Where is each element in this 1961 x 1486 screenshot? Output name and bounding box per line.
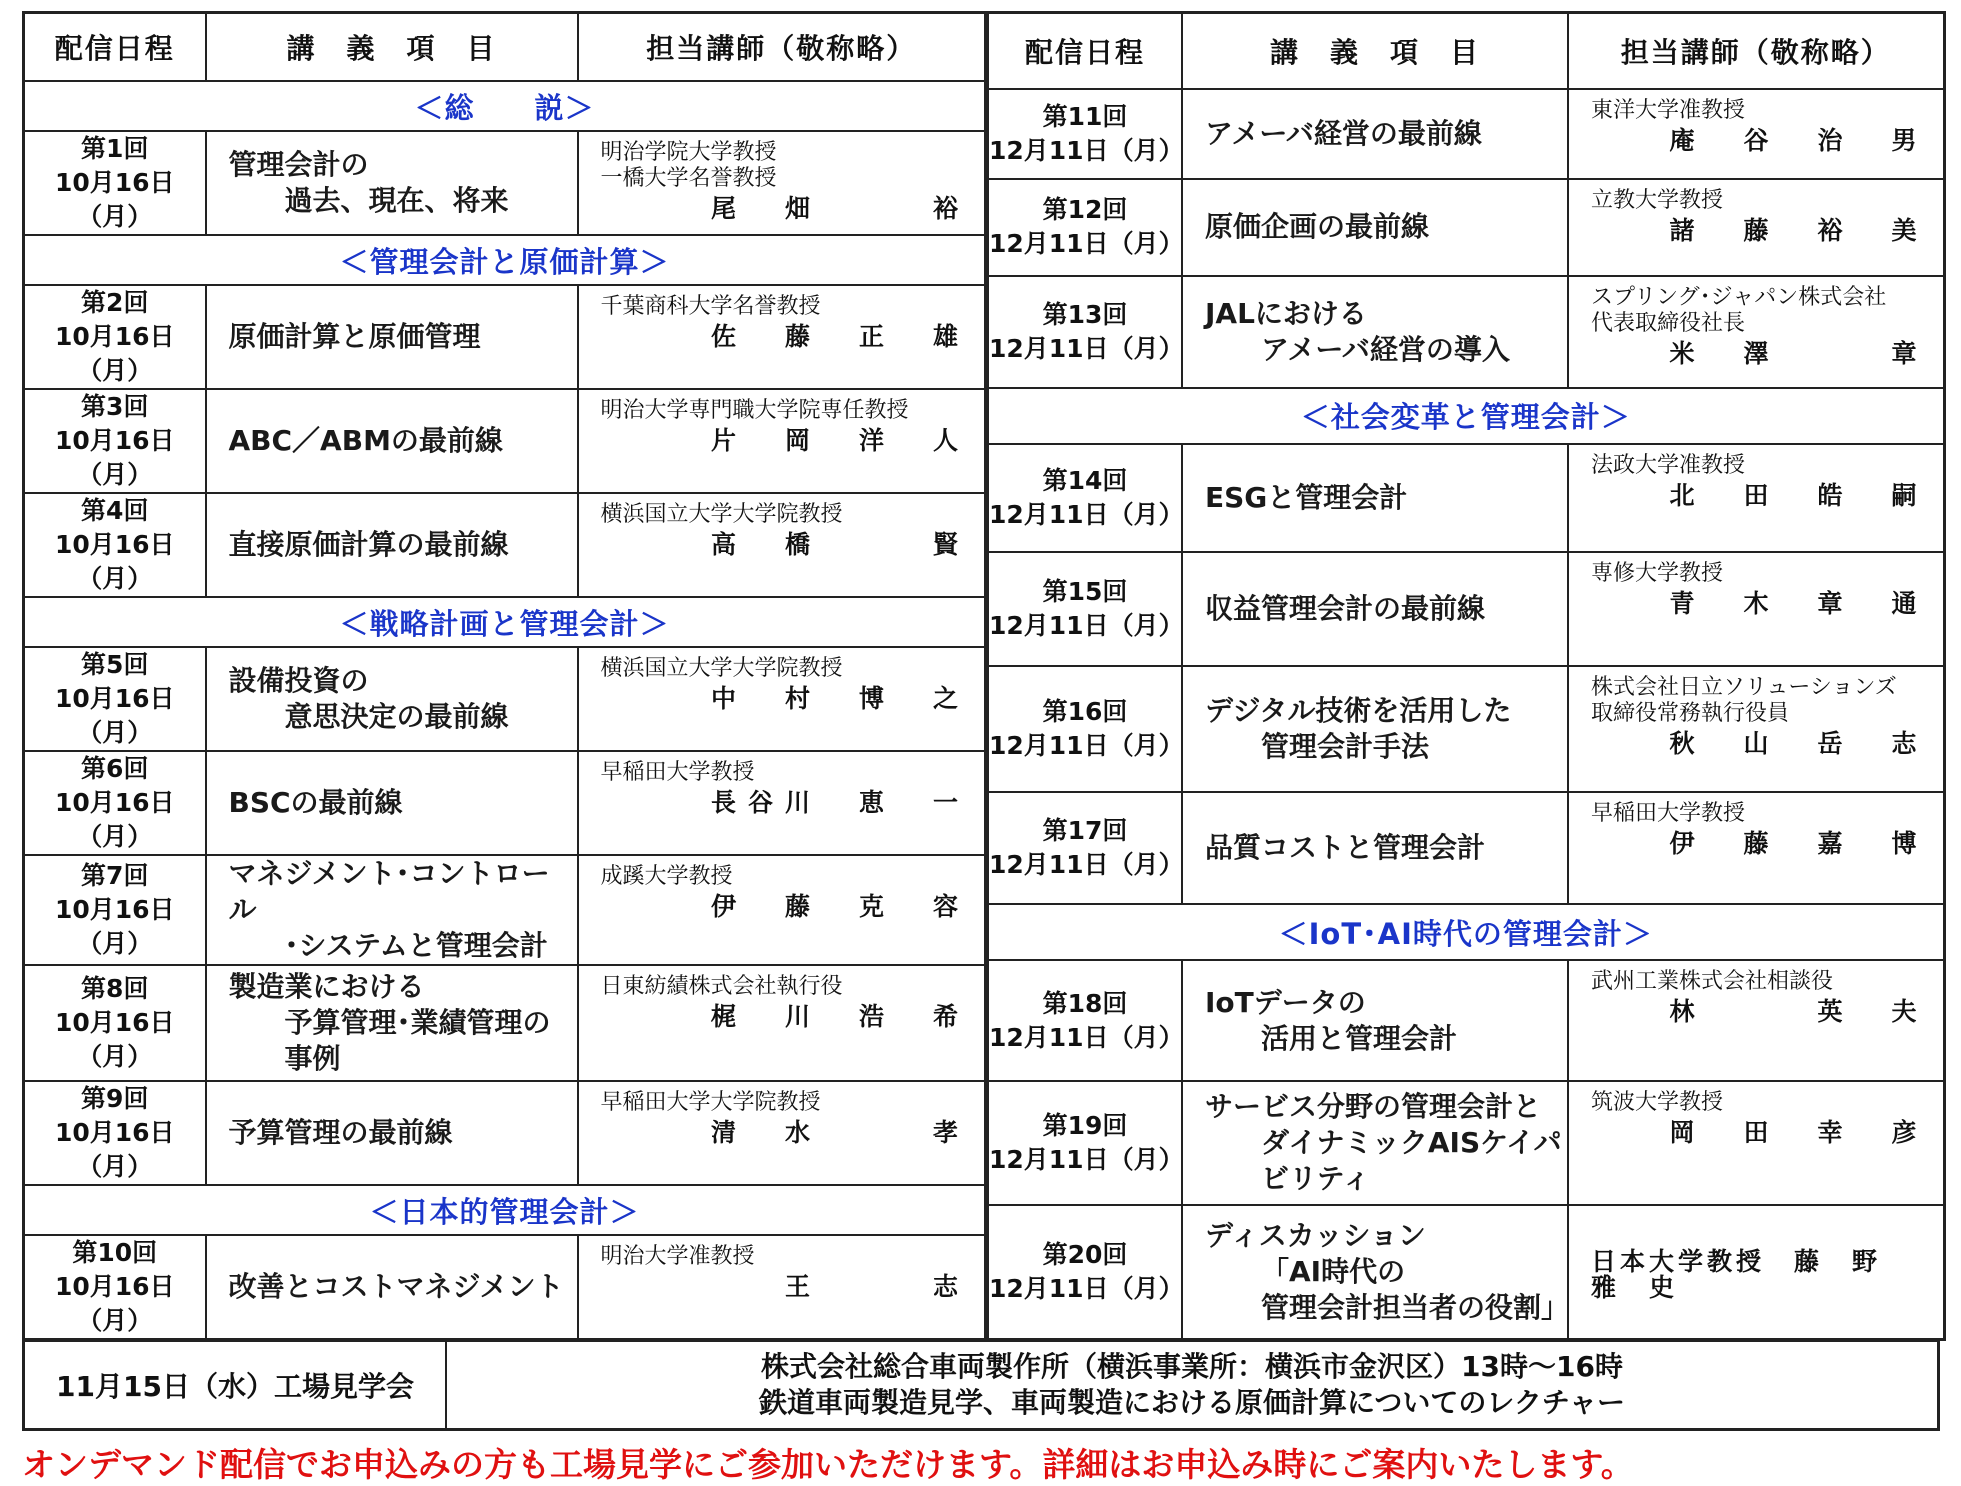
schedule-table-left [22, 11, 987, 1341]
session-lecturer-cell [578, 285, 986, 389]
session-lecturer-cell [578, 493, 986, 597]
lecturer-affiliation: 法政大学准教授 [1591, 452, 1746, 478]
lecturer-name: 庵 谷 治 男 [1669, 126, 1929, 156]
session-lecturer-cell [578, 965, 986, 1081]
session-date: 10月16日（月） [54, 1008, 175, 1071]
topic-line-1: 改善とコストマネジメント [228, 1270, 564, 1303]
lecturer-affiliation: 横浜国立大学大学院教授 [600, 502, 843, 527]
session-number: 第17回 [1042, 815, 1128, 845]
session-number: 第7回 [81, 861, 149, 890]
factory-visit-line-2: 鉄道車両製造見学、車両製造における原価計算についてのレクチャー [758, 1386, 1626, 1419]
lecturer-name: 北 田 皓 嗣 [1669, 480, 1929, 510]
factory-visit-label: 11月15日（水）工場見学会 [24, 1341, 447, 1430]
lecturer-affiliation: 日東紡績株式会社執行役 [600, 974, 843, 999]
session-number: 第14回 [1042, 465, 1128, 495]
topic-line-1: 品質コストと管理会計 [1205, 830, 1486, 864]
section-row [988, 904, 1944, 960]
topic-line-1: 収益管理会計の最前線 [1205, 591, 1486, 625]
lecturer-name: 諸 藤 裕 美 [1669, 216, 1929, 246]
lecturer-name: 伊 藤 嘉 博 [1669, 828, 1929, 858]
lecturer-name: 長谷川 恵 一 [710, 788, 970, 817]
session-number: 第2回 [81, 288, 149, 317]
session-date-cell [24, 285, 206, 389]
lecturer-name: 米 澤 章 [1669, 338, 1929, 368]
session-topic-cell [1182, 89, 1568, 179]
lecturer-affiliation: 早稲田大学教授 [600, 760, 755, 785]
on-demand-notice: オンデマンド配信でお申込みの方も工場見学にご参加いただけます。詳細はお申込み時にご案内いたします。 [22, 1445, 1634, 1484]
topic-line-1: デジタル技術を活用した [1205, 693, 1512, 727]
session-row [988, 792, 1944, 904]
lecturer-affiliation: 早稲田大学大学院教授 [600, 1090, 821, 1115]
lecturer-affiliation: 横浜国立大学大学院教授 [600, 656, 843, 681]
session-number: 第4回 [81, 496, 149, 525]
lecturer-affiliation: 株式会社日立ソリューションズ 取締役常務執行役員 [1591, 675, 1897, 727]
schedule-table-right [987, 11, 1946, 1341]
session-topic-cell [206, 855, 578, 965]
session-row [24, 1235, 986, 1340]
session-date-cell [24, 389, 206, 493]
session-date: 12月11日（月） [989, 499, 1184, 529]
header-lecturer: 担当講師（敬称略） [578, 13, 986, 82]
lecturer-affiliation: 明治大学准教授 [600, 1244, 755, 1269]
lecturer-affiliation: 早稲田大学教授 [1591, 800, 1746, 826]
session-date: 12月11日（月） [989, 1273, 1184, 1303]
session-topic-cell [1182, 444, 1568, 552]
session-lecturer-cell [1568, 666, 1944, 792]
topic-line-1: ABC／ABMの最前線 [228, 424, 503, 457]
session-row [988, 1205, 1944, 1340]
session-row [24, 647, 986, 751]
session-number: 第16回 [1042, 696, 1128, 726]
session-date: 10月16日（月） [54, 426, 175, 489]
topic-line-2: 管理会計手法 [1261, 729, 1430, 763]
session-lecturer-cell [1568, 960, 1944, 1081]
section-row [24, 81, 986, 131]
session-date: 10月16日（月） [54, 788, 175, 851]
session-date: 10月16日（月） [54, 168, 175, 231]
session-row [988, 276, 1944, 388]
topic-line-1: 原価企画の最前線 [1205, 210, 1430, 244]
session-date: 10月16日（月） [54, 1272, 175, 1335]
session-number: 第19回 [1042, 1111, 1128, 1141]
session-lecturer-cell [1568, 1081, 1944, 1204]
session-number: 第12回 [1042, 195, 1128, 225]
session-date-cell [24, 965, 206, 1081]
lecturer-name: 岡 田 幸 彦 [1669, 1118, 1929, 1148]
topic-line-2: 過去、現在、将来 [284, 184, 509, 217]
lecturer-affiliation: 東洋大学准教授 [1591, 98, 1746, 124]
lecturer-name: 林 英 夫 [1669, 997, 1929, 1027]
lecturer-name: 梶 川 浩 希 [710, 1002, 970, 1031]
lecturer-name: 中 村 博 之 [710, 684, 970, 713]
session-number: 第8回 [81, 974, 149, 1003]
topic-line-1: 予算管理の最前線 [228, 1116, 453, 1149]
session-number: 第15回 [1042, 576, 1128, 606]
session-date-cell [988, 666, 1182, 792]
topic-line-1: IoTデータの [1205, 985, 1366, 1019]
topic-line-1: サービス分野の管理会計と [1205, 1090, 1542, 1124]
session-topic-cell [1182, 960, 1568, 1081]
session-lecturer-cell [578, 389, 986, 493]
session-number: 第10回 [72, 1238, 158, 1267]
topic-line-2: 「AI時代の [1261, 1254, 1406, 1288]
session-lecturer-cell [1568, 89, 1944, 179]
schedule-page [22, 11, 1940, 1486]
lecturer-name: 片 岡 洋 人 [710, 426, 970, 455]
session-lecturer-cell [578, 131, 986, 235]
session-date-cell [988, 960, 1182, 1081]
topic-line-2: ダイナミックAISケイパビリティ [1261, 1126, 1562, 1196]
topic-line-1: 直接原価計算の最前線 [228, 528, 509, 561]
session-lecturer-cell [1568, 276, 1944, 388]
session-row [24, 493, 986, 597]
session-date-cell [24, 493, 206, 597]
topic-line-1: ESGと管理会計 [1205, 480, 1408, 514]
session-date-cell [988, 1081, 1182, 1204]
lecturer-name: 尾 畑 裕 [710, 194, 970, 223]
session-date-cell [988, 179, 1182, 276]
factory-visit-table [22, 1339, 1940, 1431]
schedule-tables [22, 11, 1940, 1341]
session-row [24, 131, 986, 235]
session-date: 10月16日（月） [54, 684, 175, 747]
session-date: 12月11日（月） [989, 333, 1184, 363]
session-lecturer-cell [578, 855, 986, 965]
lecturer-affiliation: 武州工業株式会社相談役 [1591, 969, 1834, 995]
session-date: 12月11日（月） [989, 229, 1184, 259]
session-topic-cell [206, 285, 578, 389]
section-title: ＜総 説＞ [24, 81, 986, 131]
session-date: 10月16日（月） [54, 1118, 175, 1181]
header-lecturer: 担当講師（敬称略） [1568, 13, 1944, 90]
section-title: ＜管理会計と原価計算＞ [24, 235, 986, 285]
session-topic-cell [206, 131, 578, 235]
session-topic-cell [206, 493, 578, 597]
session-lecturer-cell [1568, 552, 1944, 666]
session-topic-cell [1182, 276, 1568, 388]
factory-visit-line-1: 株式会社総合車両製作所（横浜事業所：横浜市金沢区）13時～16時 [761, 1350, 1623, 1383]
topic-line-1: 設備投資の [228, 664, 369, 697]
section-title: ＜戦略計画と管理会計＞ [24, 597, 986, 647]
lecturer-name: 王 志 [784, 1272, 970, 1301]
topic-line-1: 製造業における [228, 970, 425, 1003]
lecturer-name: 高 橋 賢 [710, 530, 970, 559]
header-date: 配信日程 [24, 13, 206, 82]
session-topic-cell [1182, 552, 1568, 666]
session-lecturer-cell [1568, 444, 1944, 552]
lecturer-name: 日本大学教授 藤 野 雅 史 [1591, 1246, 1911, 1302]
section-title: ＜日本的管理会計＞ [24, 1185, 986, 1235]
session-lecturer-cell [1568, 179, 1944, 276]
session-date-cell [988, 1205, 1182, 1340]
session-number: 第1回 [81, 134, 149, 163]
session-row [24, 855, 986, 965]
lecturer-name: 秋 山 岳 志 [1669, 729, 1929, 759]
session-lecturer-cell [578, 1235, 986, 1340]
factory-visit-details [446, 1341, 1939, 1430]
session-row [988, 552, 1944, 666]
topic-line-2: 予算管理･業績管理の事例 [284, 1006, 551, 1075]
topic-line-1: 原価計算と原価管理 [228, 320, 481, 353]
session-date-cell [24, 751, 206, 855]
session-date-cell [988, 552, 1182, 666]
topic-line-3: 管理会計担当者の役割」 [1261, 1290, 1570, 1324]
session-row [988, 89, 1944, 179]
session-date-cell [24, 647, 206, 751]
session-row [24, 389, 986, 493]
session-date: 12月11日（月） [989, 1022, 1184, 1052]
session-row [988, 179, 1944, 276]
session-topic-cell [206, 1235, 578, 1340]
session-date: 12月11日（月） [989, 849, 1184, 879]
lecturer-affiliation: 立教大学教授 [1591, 188, 1724, 214]
session-number: 第6回 [81, 754, 149, 783]
lecturer-name: 佐 藤 正 雄 [710, 322, 970, 351]
session-row [24, 285, 986, 389]
session-date-cell [24, 131, 206, 235]
topic-line-2: アメーバ経営の導入 [1261, 332, 1510, 366]
session-row [988, 666, 1944, 792]
session-date-cell [24, 855, 206, 965]
section-row [24, 235, 986, 285]
session-topic-cell [1182, 179, 1568, 276]
session-number: 第9回 [81, 1084, 149, 1113]
section-title: ＜IoT･AI時代の管理会計＞ [988, 904, 1944, 960]
session-date: 10月16日（月） [54, 322, 175, 385]
session-number: 第18回 [1042, 988, 1128, 1018]
session-date: 10月16日（月） [54, 530, 175, 593]
topic-line-1: BSCの最前線 [228, 786, 403, 819]
session-topic-cell [206, 965, 578, 1081]
session-row [24, 1081, 986, 1185]
header-topic: 講 義 項 目 [1182, 13, 1568, 90]
lecturer-affiliation: 専修大学教授 [1591, 560, 1724, 586]
topic-line-1: ディスカッション [1205, 1218, 1426, 1252]
session-lecturer-cell [578, 1081, 986, 1185]
topic-line-2: 活用と管理会計 [1261, 1021, 1458, 1055]
section-row [24, 597, 986, 647]
session-number: 第5回 [81, 650, 149, 679]
session-number: 第20回 [1042, 1239, 1128, 1269]
lecturer-name: 伊 藤 克 容 [710, 892, 970, 921]
lecturer-affiliation: 筑波大学教授 [1591, 1090, 1724, 1116]
lecturer-affiliation: スプリング･ジャパン株式会社 代表取締役社長 [1591, 284, 1887, 336]
lecturer-affiliation: 千葉商科大学名誉教授 [600, 294, 821, 319]
session-topic-cell [1182, 666, 1568, 792]
session-date: 12月11日（月） [989, 730, 1184, 760]
session-number: 第11回 [1042, 102, 1128, 132]
header-date: 配信日程 [988, 13, 1182, 90]
section-title: ＜社会変革と管理会計＞ [988, 388, 1944, 444]
session-date-cell [988, 276, 1182, 388]
session-date-cell [988, 444, 1182, 552]
session-lecturer-cell [578, 647, 986, 751]
topic-line-2: 意思決定の最前線 [284, 700, 509, 733]
session-date-cell [24, 1081, 206, 1185]
topic-line-1: マネジメント･コントロール [228, 857, 550, 926]
session-date: 10月16日（月） [54, 895, 175, 958]
session-date: 12月11日（月） [989, 136, 1184, 166]
session-date-cell [24, 1235, 206, 1340]
session-lecturer-cell [578, 751, 986, 855]
session-date: 12月11日（月） [989, 610, 1184, 640]
header-topic: 講 義 項 目 [206, 13, 578, 82]
session-topic-cell [1182, 1081, 1568, 1204]
section-row [988, 388, 1944, 444]
session-topic-cell [206, 1081, 578, 1185]
table-header [988, 13, 1944, 90]
session-row [988, 960, 1944, 1081]
topic-line-2: ･システムと管理会計 [284, 929, 548, 962]
session-topic-cell [1182, 1205, 1568, 1340]
session-date-cell [988, 792, 1182, 904]
topic-line-1: JALにおける [1205, 296, 1367, 330]
section-row [24, 1185, 986, 1235]
session-topic-cell [206, 751, 578, 855]
topic-line-1: 管理会計の [228, 148, 369, 181]
session-row [24, 965, 986, 1081]
session-number: 第3回 [81, 392, 149, 421]
session-lecturer-cell [1568, 792, 1944, 904]
lecturer-name: 青 木 章 通 [1669, 588, 1929, 618]
lecturer-affiliation: 明治学院大学教授 一橋大学名誉教授 [600, 140, 777, 191]
session-number: 第13回 [1042, 299, 1128, 329]
topic-line-1: アメーバ経営の最前線 [1205, 117, 1482, 151]
session-row [24, 751, 986, 855]
session-date: 12月11日（月） [989, 1145, 1184, 1175]
session-topic-cell [1182, 792, 1568, 904]
session-topic-cell [206, 389, 578, 493]
session-date-cell [988, 89, 1182, 179]
lecturer-affiliation: 成蹊大学教授 [600, 864, 733, 889]
lecturer-affiliation: 明治大学専門職大学院専任教授 [600, 398, 909, 423]
table-header [24, 13, 986, 82]
session-topic-cell [206, 647, 578, 751]
session-row [988, 1081, 1944, 1204]
lecturer-name: 清 水 孝 [710, 1118, 970, 1147]
session-lecturer-cell [1568, 1205, 1944, 1340]
session-row [988, 444, 1944, 552]
